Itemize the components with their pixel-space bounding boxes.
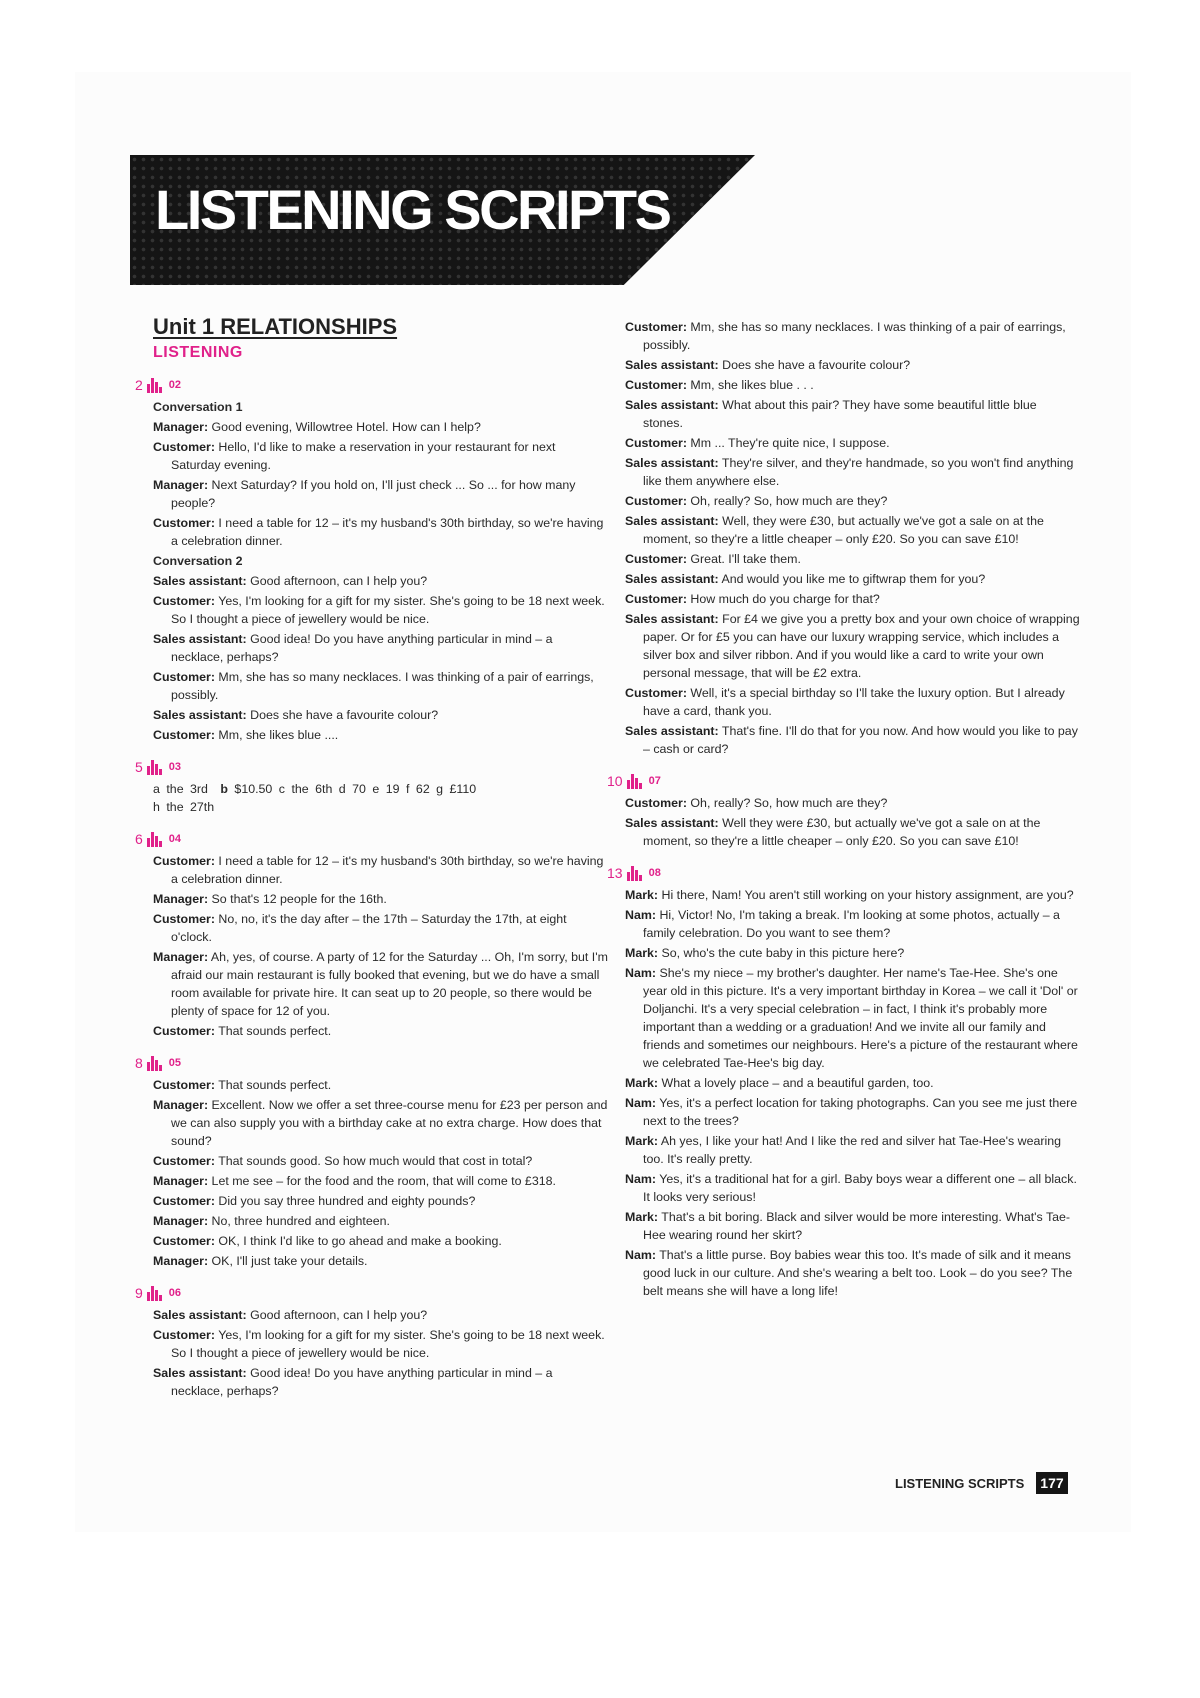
script-block [625, 886, 1080, 1300]
script-line [153, 1232, 608, 1250]
script-line [153, 438, 608, 474]
speaker-label: Nam: [625, 908, 656, 922]
script-line [153, 1252, 608, 1270]
script-line [625, 722, 1080, 758]
track-heading [607, 772, 1080, 790]
track-heading [135, 1054, 608, 1072]
answer-label: g [436, 782, 444, 796]
speaker-label: Customer: [625, 378, 687, 392]
exercise-number: 2 [135, 377, 143, 393]
speaker-label: Mark: [625, 888, 659, 902]
exercise-number: 9 [135, 1285, 143, 1301]
track-number: 03 [168, 761, 182, 773]
script-line [625, 454, 1080, 490]
track-number: 02 [168, 379, 182, 391]
exercise-number: 6 [135, 831, 143, 847]
answer-value: 19 [385, 782, 400, 796]
line-text: That sounds perfect. [218, 1078, 332, 1092]
speaker-label: Customer: [625, 552, 687, 566]
speaker-label: Customer: [153, 1154, 215, 1168]
page-number: 177 [1036, 1472, 1067, 1494]
speaker-label: Manager: [153, 478, 209, 492]
speaker-label: Mark: [625, 946, 659, 960]
script-line [625, 1208, 1080, 1244]
script-line [625, 376, 1080, 394]
line-text: They're silver, and they're handmade, so you won't find anything like them anywhere else. [643, 456, 1074, 488]
line-text: How much do you charge for that? [690, 592, 880, 606]
script-line [625, 794, 1080, 812]
script-line [153, 726, 608, 744]
speaker-label: Sales assistant: [153, 1366, 247, 1380]
script-line [625, 944, 1080, 962]
answer-label: h [153, 800, 160, 814]
line-text: And would you like me to giftwrap them for you? [721, 572, 986, 586]
line-text: Yes, I'm looking for a gift for my sister. She's going to be 18 next week. So I thought a piece of jewellery would be nice. [171, 594, 605, 626]
script-line [625, 512, 1080, 548]
left-column [135, 314, 608, 1402]
answer-value: the 3rd [166, 782, 208, 796]
speaker-label: Sales assistant: [625, 724, 719, 738]
line-text: What a lovely place – and a beautiful garden, too. [661, 1076, 934, 1090]
exercise-number: 8 [135, 1055, 143, 1071]
line-text: Ah, yes, of course. A party of 12 for the Saturday ... Oh, I'm sorry, but I'm afraid our main restaurant is fully booked that evening, but we do have a small room available for private hire. It can seat up to 20 people, so there would be plenty of space for 12 of you. [171, 950, 608, 1018]
speaker-label: Customer: [625, 436, 687, 450]
conversation-heading: Conversation 1 [153, 400, 243, 414]
script-block [625, 794, 1080, 850]
line-text: Good afternoon, can I help you? [250, 1308, 428, 1322]
speaker-label: Sales assistant: [153, 632, 247, 646]
speaker-label: Sales assistant: [625, 358, 719, 372]
line-text: Yes, I'm looking for a gift for my sister. She's going to be 18 next week. So I thought a piece of jewellery would be nice. [171, 1328, 605, 1360]
script-line [153, 706, 608, 724]
script-line [153, 630, 608, 666]
speaker-label: Customer: [153, 440, 215, 454]
answer-value: $10.50 [234, 782, 273, 796]
track-number: 07 [648, 775, 661, 787]
section-title: LISTENING [153, 344, 243, 361]
line-text: That sounds good. So how much would that cost in total? [218, 1154, 533, 1168]
script-line [153, 1022, 608, 1040]
speaker-label: Customer: [153, 516, 215, 530]
conversation-heading: Conversation 2 [153, 554, 243, 568]
answer-label: c [278, 782, 285, 796]
script-line [625, 1074, 1080, 1092]
script-line [625, 814, 1080, 850]
speaker-label: Mark: [625, 1076, 659, 1090]
line-text: Does she have a favourite colour? [250, 708, 439, 722]
audio-track-icon [147, 378, 165, 393]
script-block [153, 1076, 608, 1270]
speaker-label: Nam: [625, 1096, 656, 1110]
exercise-number: 13 [607, 865, 623, 881]
line-text: I need a table for 12 – it's my husband's 30th birthday, so we're having a celebration dinner. [171, 854, 604, 886]
line-text: Oh, really? So, how much are they? [690, 494, 888, 508]
speaker-label: Customer: [153, 1194, 215, 1208]
answer-label: a [153, 782, 160, 796]
script-line [153, 572, 608, 590]
line-text: Yes, it's a perfect location for taking photographs. Can you see me just there next to the trees? [643, 1096, 1078, 1128]
page-title: LISTENING SCRIPTS [155, 178, 670, 241]
line-text: No, no, it's the day after – the 17th – Saturday the 17th, at eight o'clock. [171, 912, 567, 944]
line-text: Mm ... They're quite nice, I suppose. [690, 436, 890, 450]
audio-track-icon [627, 866, 645, 881]
speaker-label: Customer: [153, 1234, 215, 1248]
speaker-label: Manager: [153, 1174, 209, 1188]
speaker-label: Sales assistant: [625, 398, 719, 412]
answer-value: the 6th [291, 782, 333, 796]
speaker-label: Customer: [153, 912, 215, 926]
speaker-label: Customer: [153, 594, 215, 608]
track-heading [135, 1284, 608, 1302]
script-line [625, 550, 1080, 568]
script-block [153, 852, 608, 1040]
line-text: What about this pair? They have some beautiful little blue stones. [643, 398, 1037, 430]
line-text: Great. I'll take them. [690, 552, 801, 566]
script-line [153, 948, 608, 1020]
exercise-number: 10 [607, 773, 623, 789]
speaker-label: Sales assistant: [153, 1308, 247, 1322]
line-text: Good evening, Willowtree Hotel. How can I help? [211, 420, 481, 434]
line-text: For £4 we give you a pretty box and your own choice of wrapping paper. Or for £5 you can have our luxury wrapping service, which includes a silver box and silver ribbon. And if you would like a card to write your own personal message, that will be £2 extra. [643, 612, 1080, 680]
answer-value: 70 [352, 782, 366, 796]
audio-track-icon [147, 1286, 165, 1301]
script-block [153, 1306, 608, 1400]
speaker-label: Sales assistant: [153, 574, 247, 588]
line-text: That's a bit boring. Black and silver would be more interesting. What's Tae-Hee wearing round her skirt? [643, 1210, 1071, 1242]
script-line [625, 610, 1080, 682]
speaker-label: Sales assistant: [625, 514, 719, 528]
line-text: That's a little purse. Boy babies wear this too. It's made of silk and it means good luck in our culture. And she's wearing a belt too. Look – do you see? The belt means she will have a long life! [643, 1248, 1073, 1298]
right-column [607, 318, 1080, 1302]
script-line [153, 1076, 608, 1094]
speaker-label: Customer: [153, 728, 215, 742]
script-line [625, 964, 1080, 1072]
script-line [153, 890, 608, 908]
line-text: Well, they were £30, but actually we've got a sale on at the moment, so they're a little cheaper – only £20. So you can save £10! [643, 514, 1044, 546]
line-text: Hi there, Nam! You aren't still working on your history assignment, are you? [661, 888, 1074, 902]
speaker-label: Manager: [153, 1214, 209, 1228]
script-line [625, 590, 1080, 608]
line-text: Let me see – for the food and the room, that will come to £318. [211, 1174, 556, 1188]
speaker-label: Customer: [625, 796, 687, 810]
script-line [153, 514, 608, 550]
speaker-label: Mark: [625, 1134, 659, 1148]
speaker-label: Sales assistant: [625, 612, 719, 626]
speaker-label: Sales assistant: [153, 708, 247, 722]
line-text: Good idea! Do you have anything particular in mind – a necklace, perhaps? [171, 632, 553, 664]
answer-label: d [338, 782, 346, 796]
track-number: 05 [168, 1057, 182, 1069]
line-text: Well, it's a special birthday so I'll take the luxury option. But I already have a card, thank you. [643, 686, 1065, 718]
script-block [153, 418, 608, 550]
script-line [153, 852, 608, 888]
line-text: Oh, really? So, how much are they? [690, 796, 888, 810]
speaker-label: Manager: [153, 950, 209, 964]
answer-value: the 27th [166, 800, 215, 814]
speaker-label: Sales assistant: [625, 816, 719, 830]
line-text: Mm, she likes blue .... [218, 728, 339, 742]
speaker-label: Customer: [153, 1024, 215, 1038]
script-line [153, 418, 608, 436]
line-text: Next Saturday? If you hold on, I'll just check ... So ... for how many people? [171, 478, 576, 510]
script-block [153, 572, 608, 744]
track-number: 06 [168, 1287, 182, 1299]
line-text: Did you say three hundred and eighty pounds? [218, 1194, 476, 1208]
answer-label: e [372, 782, 380, 796]
speaker-label: Customer: [625, 592, 687, 606]
footer-label: LISTENING SCRIPTS [895, 1475, 1025, 1491]
script-line [625, 906, 1080, 942]
speaker-label: Manager: [153, 1098, 209, 1112]
script-line [625, 356, 1080, 374]
line-text: Well they were £30, but actually we've got a sale on at the moment, so they're a little cheaper – only £20. So you can save £10! [643, 816, 1041, 848]
line-text: Hi, Victor! No, I'm taking a break. I'm looking at some photos, actually – a family celebration. Do you want to see them? [643, 908, 1060, 940]
speaker-label: Customer: [153, 854, 215, 868]
unit-title: Unit 1 RELATIONSHIPS [153, 314, 398, 339]
track-heading [135, 830, 608, 848]
speaker-label: Sales assistant: [625, 572, 719, 586]
answer-list [153, 780, 608, 816]
speaker-label: Customer: [153, 1328, 215, 1342]
answer-label: f [406, 782, 410, 796]
line-text: That's fine. I'll do that for you now. And how would you like to pay – cash or card? [643, 724, 1078, 756]
script-line [153, 1152, 608, 1170]
line-text: She's my niece – my brother's daughter. Her name's Tae-Hee. She's one year old in this picture. It's a very important birthday in Korea – we call it 'Dol' or Doljanchi. It's a very special celebration – in fact, I think it's probably more important than a wedding or a graduation! And we invite all our family and friends and sometimes our neighbours. Here's a picture of the restaurant where we celebrated Tae-Hee's big day. [643, 966, 1078, 1070]
line-text: I need a table for 12 – it's my husband's 30th birthday, so we're having a celebration dinner. [171, 516, 604, 548]
line-text: That sounds perfect. [218, 1024, 332, 1038]
speaker-label: Mark: [625, 1210, 659, 1224]
track-number: 08 [648, 867, 661, 879]
script-line [625, 1094, 1080, 1130]
speaker-label: Customer: [625, 320, 687, 334]
script-line [153, 1212, 608, 1230]
speaker-label: Nam: [625, 966, 656, 980]
script-line [625, 570, 1080, 588]
speaker-label: Nam: [625, 1172, 656, 1186]
speaker-label: Manager: [153, 420, 209, 434]
line-text: Good afternoon, can I help you? [250, 574, 428, 588]
page-footer [895, 1472, 1068, 1494]
speaker-label: Customer: [625, 494, 687, 508]
audio-track-icon [147, 1056, 165, 1071]
line-text: OK, I think I'd like to go ahead and make a booking. [218, 1234, 502, 1248]
script-line [625, 886, 1080, 904]
script-line [153, 1096, 608, 1150]
line-text: No, three hundred and eighteen. [211, 1214, 390, 1228]
line-text: Good idea! Do you have anything particular in mind – a necklace, perhaps? [171, 1366, 553, 1398]
line-text: Ah yes, I like your hat! And I like the red and silver hat Tae-Hee's wearing too. It's really pretty. [643, 1134, 1062, 1166]
script-line [625, 684, 1080, 720]
script-line [625, 1132, 1080, 1168]
line-text: Does she have a favourite colour? [722, 358, 911, 372]
script-line [153, 1192, 608, 1210]
script-line [153, 1172, 608, 1190]
track-heading [607, 864, 1080, 882]
script-line [625, 396, 1080, 432]
exercise-number: 5 [135, 759, 143, 775]
track-heading [135, 758, 608, 776]
script-line [153, 476, 608, 512]
script-line [153, 668, 608, 704]
script-line [153, 1326, 608, 1362]
line-text: So that's 12 people for the 16th. [211, 892, 387, 906]
script-line [153, 1364, 608, 1400]
answer-value: £110 [449, 782, 477, 796]
answer-value: 62 [415, 782, 430, 796]
track-number: 04 [168, 833, 182, 845]
line-text: Hello, I'd like to make a reservation in your restaurant for next Saturday evening. [171, 440, 556, 472]
line-text: Mm, she likes blue . . . [690, 378, 814, 392]
speaker-label: Sales assistant: [625, 456, 719, 470]
speaker-label: Customer: [625, 686, 687, 700]
script-line [625, 492, 1080, 510]
speaker-label: Manager: [153, 1254, 209, 1268]
line-text: Mm, she has so many necklaces. I was thinking of a pair of earrings, possibly. [171, 670, 594, 702]
answer-label: b [220, 782, 228, 796]
script-line [625, 1246, 1080, 1300]
script-line [625, 434, 1080, 452]
track-heading [135, 376, 608, 394]
speaker-label: Manager: [153, 892, 209, 906]
speaker-label: Nam: [625, 1248, 656, 1262]
script-line [153, 910, 608, 946]
audio-track-icon [147, 760, 165, 775]
script-line [153, 592, 608, 628]
script-line [153, 1306, 608, 1324]
line-text: OK, I'll just take your details. [211, 1254, 368, 1268]
line-text: Mm, she has so many necklaces. I was thinking of a pair of earrings, possibly. [643, 320, 1066, 352]
line-text: So, who's the cute baby in this picture here? [661, 946, 905, 960]
script-block [625, 318, 1080, 758]
script-line [625, 318, 1080, 354]
audio-track-icon [147, 832, 165, 847]
speaker-label: Customer: [153, 1078, 215, 1092]
speaker-label: Customer: [153, 670, 215, 684]
line-text: Yes, it's a traditional hat for a girl. Baby boys wear a different one – all black. It looks very serious! [643, 1172, 1077, 1204]
audio-track-icon [627, 774, 645, 789]
line-text: Excellent. Now we offer a set three-course menu for £23 per person and we can also supply you with a birthday cake at no extra charge. How does that sound? [171, 1098, 608, 1148]
script-line [625, 1170, 1080, 1206]
